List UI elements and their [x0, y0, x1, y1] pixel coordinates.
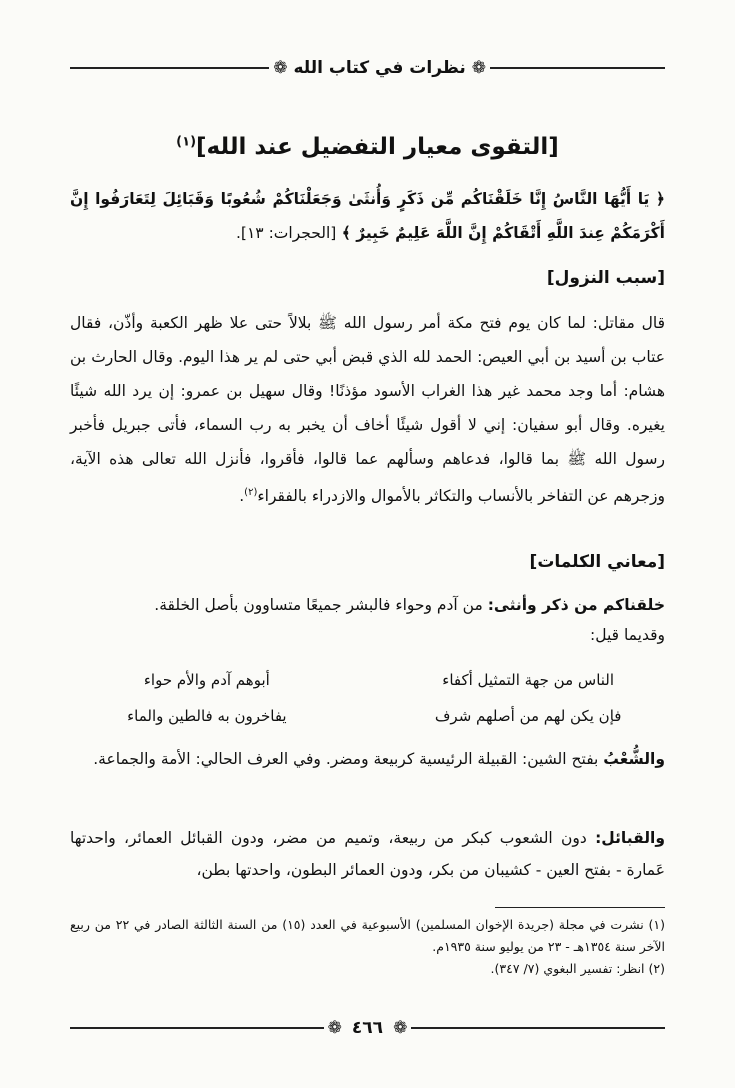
running-footer [70, 1016, 665, 1040]
ornament-icon: ❁ [327, 1018, 342, 1038]
ornament-icon: ❁ [471, 58, 486, 78]
running-header [70, 54, 665, 82]
poem [70, 662, 665, 734]
sabab-paragraph [70, 306, 665, 513]
footnote-2: (٢) انظر: تفسير البغوي (٧/ ٣٤٧). [490, 961, 665, 976]
verse-text: ﴿ يَا أَيُّهَا النَّاسُ إِنَّا خَلَقْنَاكُم مِّن ذَكَرٍ وَأُنثَىٰ وَجَعَلْنَاكُمْ شُعُوبًا وَقَبَائِلَ لِتَعَارَفُوا إِنَّ أَكْرَمَكُمْ عِندَ اللَّهِ أَتْقَاكُمْ إِنَّ اللَّهَ عَلِيمٌ خَبِيرٌ ﴾ [70, 190, 665, 242]
footnote-ref: (١) [176, 134, 197, 150]
ornament-icon: ❁ [273, 58, 288, 78]
footnote-ref: (٢) [244, 487, 258, 498]
page-number: ٤٦٦ [351, 1018, 384, 1038]
verse-citation: [الحجرات: ١٣]. [236, 224, 337, 242]
running-title: نظرات في كتاب الله [293, 58, 466, 78]
page [70, 0, 665, 1088]
chapter-title [70, 134, 665, 160]
footnote-1: (١) نشرت في مجلة (جريدة الإخوان المسلمين) الأسبوعية في العدد (١٥) من السنة الثالثة الصادر في ٢٢ من ربيع الآخر سنة ١٣٥٤هـ - ٢٣ من يوليو سنة ١٩٣٥م. [70, 917, 665, 954]
poem-line [70, 698, 665, 734]
footnote-separator [495, 907, 665, 908]
ornament-icon: ❁ [393, 1018, 408, 1038]
poem-second-hemistich: يفاخرون به فالطين والماء [127, 707, 287, 725]
footnotes [70, 914, 665, 980]
poem-first-hemistich: الناس من جهة التمثيل أكفاء [442, 671, 615, 689]
poem-first-hemistich: فإن يكن لهم من أصلهم شرف [434, 707, 622, 725]
term-khalaqnakum: خلقناكم من ذكر وأنثى: [487, 596, 665, 614]
poem-intro: وقديما قيل: [589, 626, 665, 644]
footer-rule-left [70, 1027, 324, 1029]
footer-rule-right [411, 1027, 665, 1029]
definition-shuab: بفتح الشين: القبيلة الرئيسية كربيعة ومضر. وفي العرف الحالي: الأمة والجماعة. [93, 750, 599, 768]
definition-khalaqnakum: من آدم وحواء فالبشر جميعًا متساوون بأصل الخلقة. [154, 596, 483, 614]
section-heading-kalimat: [معاني الكلمات] [529, 552, 665, 572]
quran-verse [70, 182, 665, 250]
kalimat-entry-qabail [70, 822, 665, 886]
kalimat-entry-shuab [70, 743, 665, 775]
definition-qabail: دون الشعوب كبكر من ربيعة، وتميم من مضر، ودون القبائل العمائر، واحدتها عَمارة - بفتح العين - كشيبان من بكر، ودون العمائر البطون، واحدتها بطن، [70, 829, 665, 879]
poem-line [70, 662, 665, 698]
chapter-title-text: [التقوى معيار التفضيل عند الله] [196, 134, 559, 160]
poem-second-hemistich: أبوهم آدم والأم حواء [143, 671, 270, 689]
term-shuab: والشُّعْبُ [603, 750, 665, 768]
header-rule-right [490, 67, 665, 69]
term-qabail: والقبائل: [595, 829, 665, 847]
header-rule-left [70, 67, 269, 69]
kalimat-entry-1 [70, 590, 665, 650]
sabab-text: قال مقاتل: لما كان يوم فتح مكة أمر رسول الله ﷺ بلالاً حتى علا ظهر الكعبة وأذّن، فقال عتاب بن أسيد بن أبي العيص: الحمد لله الذي قبض أبي حتى لم ير هذا اليوم. وقال الحارث بن هشام: أما وجد محمد غير هذا الغراب الأسود مؤذنًا! وقال سهيل بن عمرو: إن يرد الله شيئًا يغيره. وقال أبو سفيان: إني لا أقول شيئًا أخاف أن يخبر به رب السماء، فأتى جبريل فأخبر رسول الله ﷺ بما قالوا، فدعاهم وسألهم عما قالوا، فأقروا، فأنزل الله تعالى هذه الآية، وزجرهم عن التفاخر بالأنساب والتكاثر بالأموال والازدراء بالفقراء [70, 314, 665, 506]
sabab-end: . [239, 487, 245, 506]
section-heading-sabab: [سبب النزول] [546, 268, 665, 288]
